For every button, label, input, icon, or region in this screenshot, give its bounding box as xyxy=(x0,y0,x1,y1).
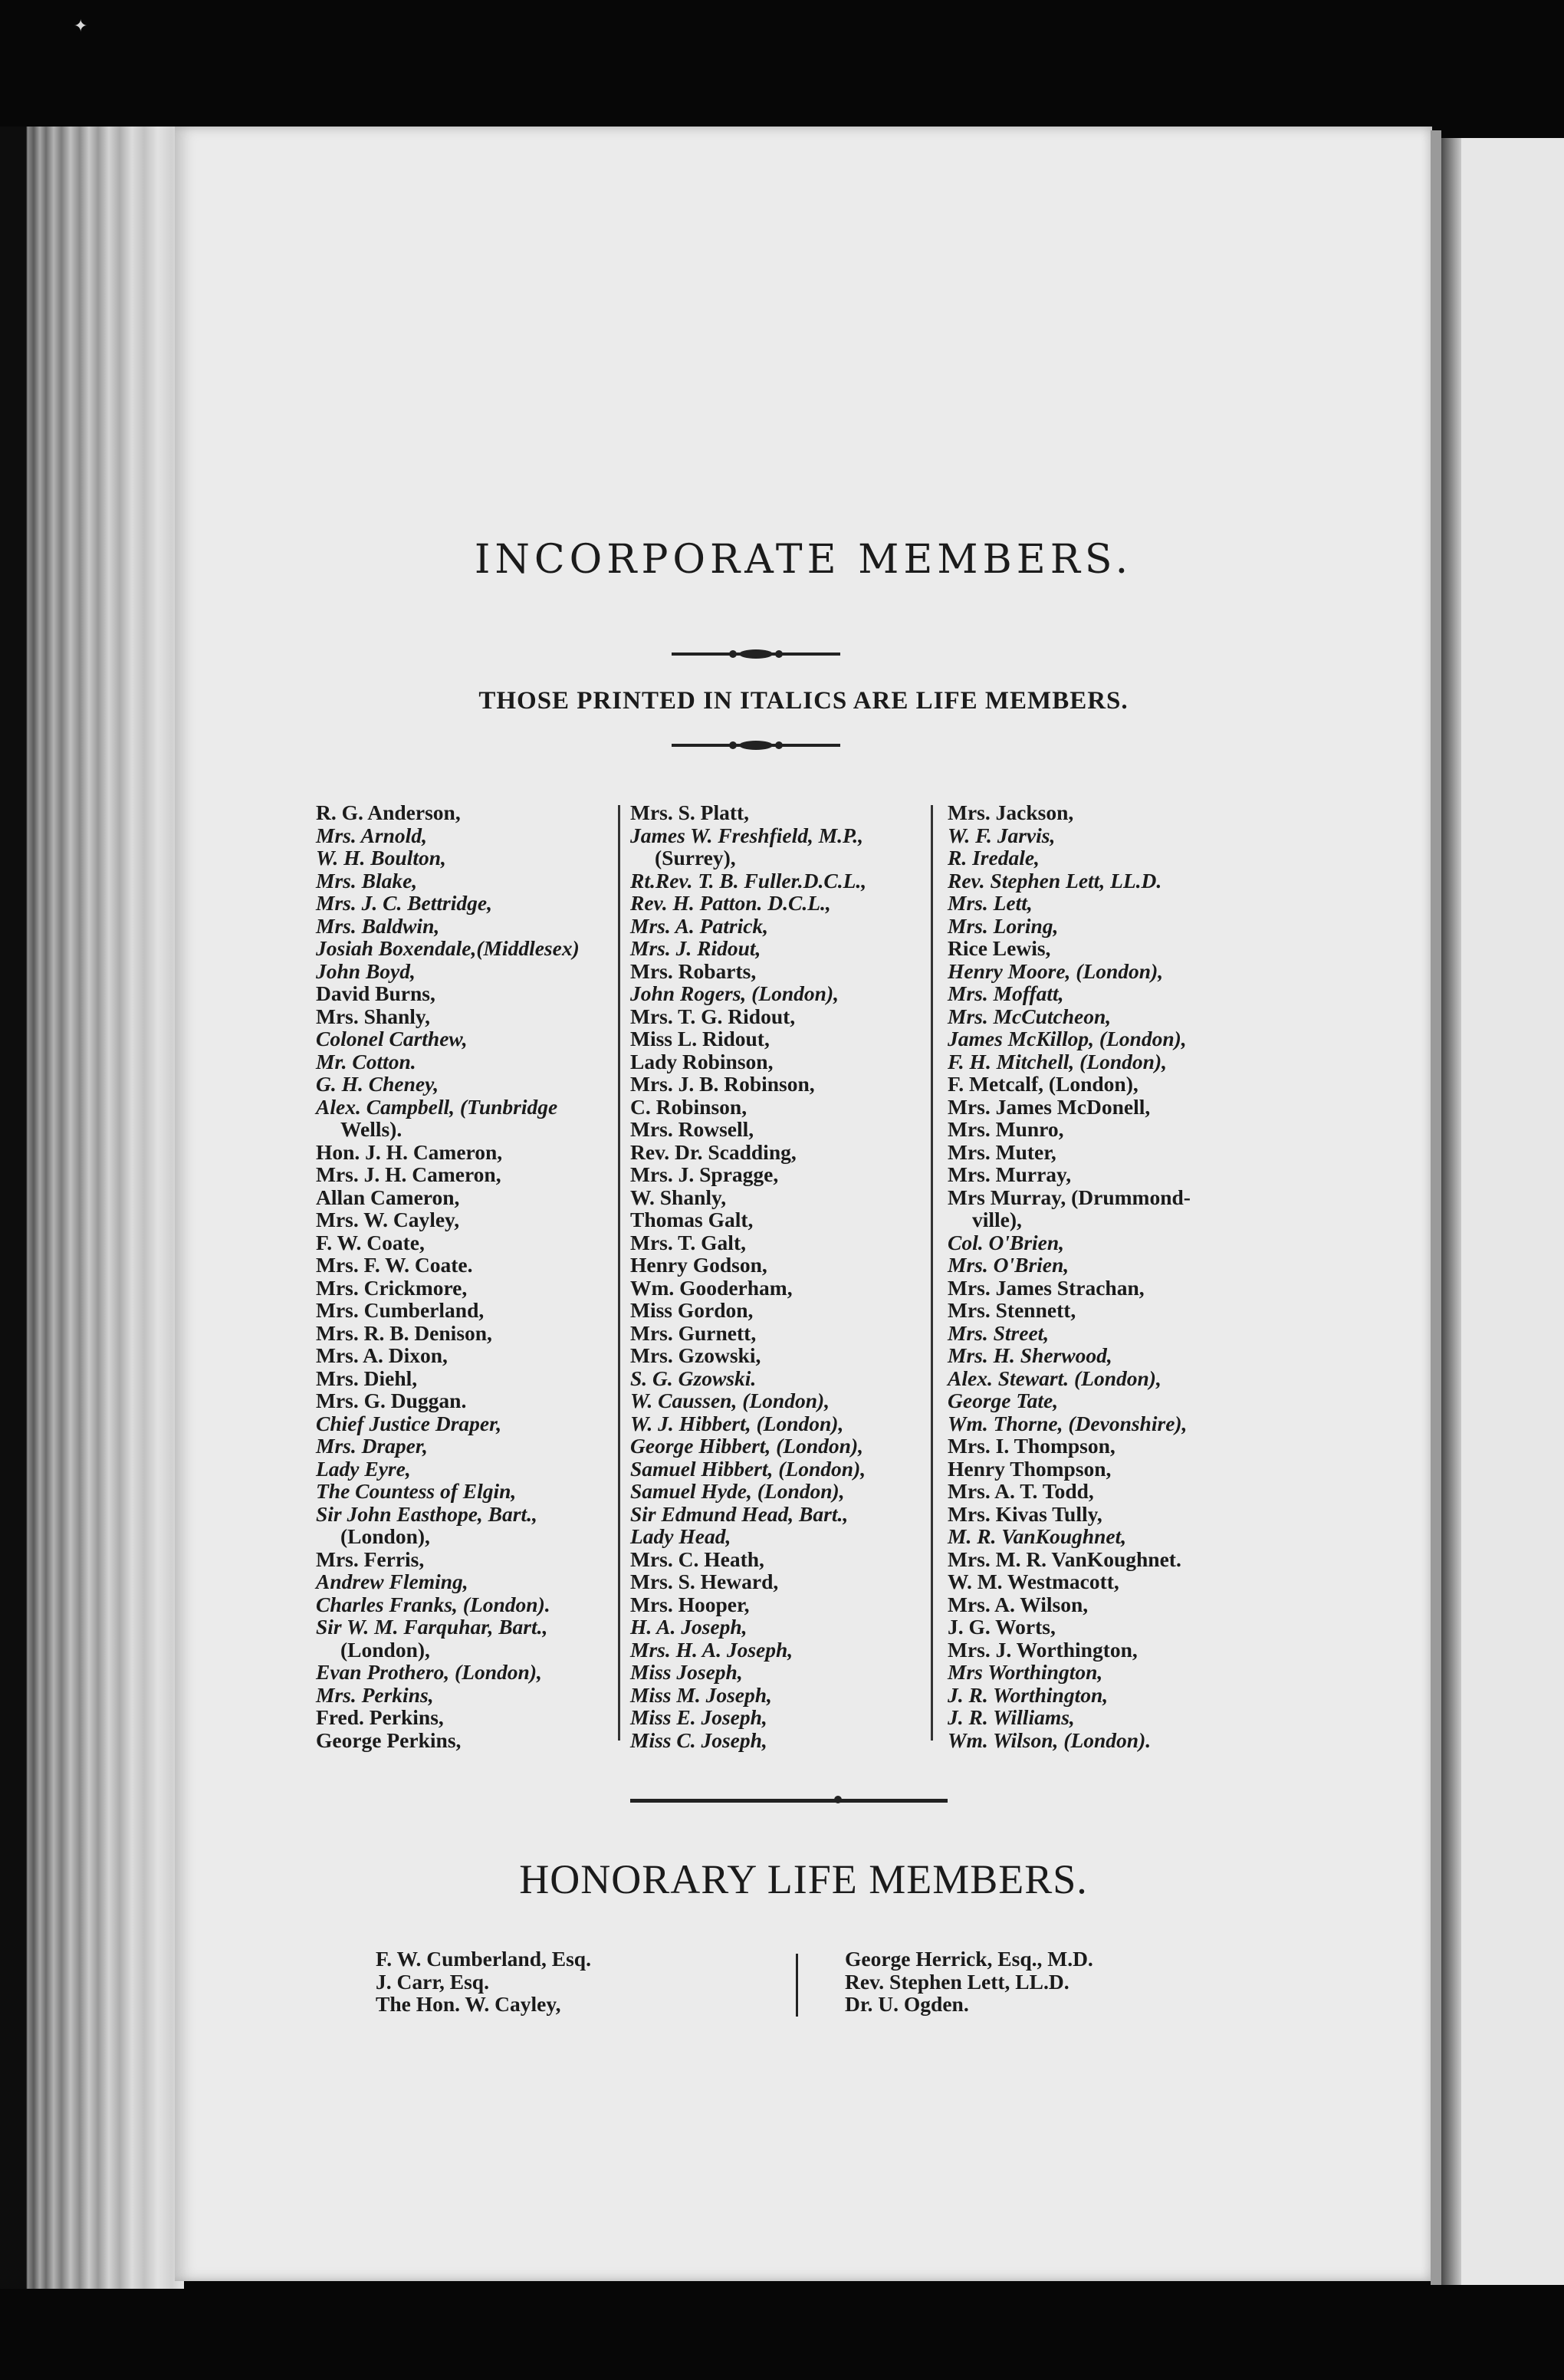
member-entry: Mrs. Baldwin, xyxy=(316,913,440,938)
member-entry: Mrs. S. Platt, xyxy=(630,800,750,824)
member-entry: Samuel Hyde, (London), xyxy=(630,1479,845,1503)
member-entry: Mrs. F. W. Coate. xyxy=(316,1253,473,1277)
ornament-divider-bottom xyxy=(672,738,840,753)
member-entry: Mrs. J. B. Robinson, xyxy=(630,1072,815,1096)
member-entry: Chief Justice Draper, xyxy=(316,1411,502,1435)
member-entry: Wells). xyxy=(340,1117,402,1141)
member-entry: Mrs. Stennett, xyxy=(948,1298,1076,1322)
member-entry: Mrs. W. Cayley, xyxy=(316,1208,460,1231)
member-entry: Mrs. Street, xyxy=(948,1320,1050,1345)
member-entry: F. H. Mitchell, (London), xyxy=(948,1049,1167,1073)
member-entry: Lady Eyre, xyxy=(316,1456,411,1481)
member-entry: Alex. Stewart. (London), xyxy=(948,1366,1162,1390)
member-entry: Henry Moore, (London), xyxy=(948,958,1164,983)
member-entry: Mrs Worthington, xyxy=(948,1660,1103,1684)
member-entry: Mrs. Gzowski, xyxy=(630,1343,761,1367)
member-entry: Mrs Murray, (Drummond- xyxy=(948,1185,1191,1209)
member-entry: Mrs. Blake, xyxy=(316,868,418,893)
member-entry: Alex. Campbell, (Tunbridge xyxy=(316,1094,558,1119)
member-entry: Mrs. Muter, xyxy=(948,1139,1056,1164)
member-entry: Mr. Cotton. xyxy=(316,1049,416,1073)
member-entry: James McKillop, (London), xyxy=(948,1027,1187,1050)
member-entry: F. Metcalf, (London), xyxy=(948,1072,1138,1096)
member-entry: Hon. J. H. Cameron, xyxy=(316,1139,503,1164)
member-entry: Miss E. Joseph, xyxy=(630,1705,767,1729)
member-entry: M. R. VanKoughnet, xyxy=(948,1524,1127,1548)
section-rule xyxy=(630,1799,948,1803)
page-heading: INCORPORATE MEMBERS. xyxy=(474,537,1133,583)
member-entry: Mrs. Lett, xyxy=(948,891,1033,915)
member-entry: ville), xyxy=(972,1208,1022,1231)
member-entry: Mrs. Loring, xyxy=(948,913,1059,938)
member-entry: Rt.Rev. T. B. Fuller.D.C.L., xyxy=(630,868,867,893)
honorary-heading: HONORARY LIFE MEMBERS. xyxy=(519,1856,1088,1902)
member-entry: Mrs. Shanly, xyxy=(316,1004,430,1028)
member-entry: Mrs. James Strachan, xyxy=(948,1275,1145,1300)
member-entry: Mrs. McCutcheon, xyxy=(948,1004,1112,1028)
member-entry: John Boyd, xyxy=(316,958,416,983)
member-entry: J. G. Worts, xyxy=(948,1615,1056,1639)
honorary-member: Rev. Stephen Lett, LL.D. xyxy=(845,1969,1070,1994)
member-entry: G. H. Cheney, xyxy=(316,1072,439,1096)
member-entry: Mrs. Kivas Tully, xyxy=(948,1501,1102,1526)
member-entry: Mrs. O'Brien, xyxy=(948,1253,1070,1277)
members-column-2 xyxy=(630,801,866,1751)
member-entry: Sir Edmund Head, Bart., xyxy=(630,1501,849,1526)
member-entry: Rice Lewis, xyxy=(948,936,1051,960)
member-entry: Fred. Perkins, xyxy=(316,1705,444,1729)
member-entry: Mrs. Murray, xyxy=(948,1162,1072,1186)
member-entry: Wm. Wilson, (London). xyxy=(948,1727,1152,1752)
honorary-column-right xyxy=(845,1948,1093,2016)
member-entry: R. Iredale, xyxy=(948,846,1040,869)
member-entry: (London), xyxy=(340,1524,430,1548)
member-entry: Mrs. Hooper, xyxy=(630,1592,750,1616)
member-entry: H. A. Joseph, xyxy=(630,1615,748,1639)
member-entry: R. G. Anderson, xyxy=(316,800,461,824)
member-entry: David Burns, xyxy=(316,981,435,1005)
member-entry: John Rogers, (London), xyxy=(630,981,839,1005)
page-stack-edge xyxy=(0,127,184,2289)
member-entry: Henry Thompson, xyxy=(948,1456,1112,1481)
member-entry: Lady Robinson, xyxy=(630,1049,774,1073)
member-entry: Mrs. J. C. Bettridge, xyxy=(316,891,492,915)
honorary-divider xyxy=(796,1954,798,2017)
member-entry: Rev. Stephen Lett, LL.D. xyxy=(948,868,1162,893)
member-entry: Evan Prothero, (London), xyxy=(316,1660,542,1684)
members-column-1 xyxy=(316,801,580,1751)
member-entry: Lady Head, xyxy=(630,1524,731,1548)
member-entry: C. Robinson, xyxy=(630,1094,748,1119)
corner-mark: ✦ xyxy=(74,17,88,36)
page-subheading: THOSE PRINTED IN ITALICS ARE LIFE MEMBERS. xyxy=(478,687,1129,715)
member-entry: Samuel Hibbert, (London), xyxy=(630,1456,866,1481)
member-entry: Mrs. J. Ridout, xyxy=(630,936,761,960)
member-entry: Mrs. I. Thompson, xyxy=(948,1434,1116,1458)
member-entry: Mrs. A. Dixon, xyxy=(316,1343,448,1367)
member-entry: The Countess of Elgin, xyxy=(316,1479,517,1503)
page-gutter xyxy=(1431,130,1441,2285)
member-entry: W. H. Boulton, xyxy=(316,846,446,869)
member-entry: Mrs. A. T. Todd, xyxy=(948,1479,1094,1503)
member-entry: Miss Joseph, xyxy=(630,1660,743,1684)
member-entry: Mrs. H. Sherwood, xyxy=(948,1343,1112,1367)
member-entry: George Perkins, xyxy=(316,1727,462,1752)
member-entry: Mrs. S. Heward, xyxy=(630,1570,779,1593)
ornament-divider-top xyxy=(672,646,840,662)
member-entry: (London), xyxy=(340,1637,430,1662)
column-divider xyxy=(931,805,933,1741)
member-entry: Mrs. Gurnett, xyxy=(630,1320,757,1345)
honorary-member: George Herrick, Esq., M.D. xyxy=(845,1947,1093,1971)
member-entry: Thomas Galt, xyxy=(630,1208,754,1231)
member-entry: Mrs. A. Patrick, xyxy=(630,913,769,938)
member-entry: Miss M. Joseph, xyxy=(630,1682,772,1707)
member-entry: Miss L. Ridout, xyxy=(630,1027,770,1050)
member-entry: Allan Cameron, xyxy=(316,1185,460,1209)
member-entry: Mrs. J. H. Cameron, xyxy=(316,1162,501,1186)
member-entry: Mrs. G. Duggan. xyxy=(316,1389,467,1412)
members-column-3 xyxy=(948,801,1191,1751)
member-entry: Mrs. Jackson, xyxy=(948,800,1074,824)
member-entry: Sir John Easthope, Bart., xyxy=(316,1501,537,1526)
facing-page-shadow xyxy=(1441,138,1461,2285)
member-entry: Wm. Gooderham, xyxy=(630,1275,793,1300)
member-entry: George Hibbert, (London), xyxy=(630,1434,864,1458)
member-entry: Rev. Dr. Scadding, xyxy=(630,1139,797,1164)
member-entry: Mrs. Rowsell, xyxy=(630,1117,754,1141)
member-entry: Josiah Boxendale,(Middlesex) xyxy=(316,936,580,960)
honorary-column-left xyxy=(376,1948,591,2016)
honorary-member: The Hon. W. Cayley, xyxy=(376,1992,561,2016)
honorary-member: F. W. Cumberland, Esq. xyxy=(376,1947,591,1971)
member-entry: George Tate, xyxy=(948,1389,1059,1412)
member-entry: Mrs. Perkins, xyxy=(316,1682,434,1707)
member-entry: Mrs. Draper, xyxy=(316,1434,428,1458)
member-entry: W. M. Westmacott, xyxy=(948,1570,1119,1593)
honorary-member: Dr. U. Ogden. xyxy=(845,1992,969,2016)
member-entry: Rev. H. Patton. D.C.L., xyxy=(630,891,831,915)
member-entry: Mrs. Crickmore, xyxy=(316,1275,468,1300)
member-entry: Colonel Carthew, xyxy=(316,1027,468,1050)
member-entry: Mrs. Moffatt, xyxy=(948,981,1064,1005)
member-entry: W. F. Jarvis, xyxy=(948,823,1056,847)
member-entry: Mrs. A. Wilson, xyxy=(948,1592,1089,1616)
member-entry: Mrs. H. A. Joseph, xyxy=(630,1637,794,1662)
member-entry: Mrs. Arnold, xyxy=(316,823,427,847)
member-entry: J. R. Williams, xyxy=(948,1705,1075,1729)
member-entry: Mrs. T. Galt, xyxy=(630,1230,746,1254)
member-entry: W. Caussen, (London), xyxy=(630,1389,830,1412)
member-entry: Henry Godson, xyxy=(630,1253,767,1277)
member-entry: S. G. Gzowski. xyxy=(630,1366,757,1390)
member-entry: Mrs. Cumberland, xyxy=(316,1298,485,1322)
member-entry: Mrs. C. Heath, xyxy=(630,1547,764,1571)
column-divider xyxy=(618,805,620,1741)
member-entry: Mrs. Robarts, xyxy=(630,958,757,983)
member-entry: Sir W. M. Farquhar, Bart., xyxy=(316,1615,548,1639)
member-entry: Mrs. T. G. Ridout, xyxy=(630,1004,796,1028)
member-entry: Mrs. Ferris, xyxy=(316,1547,425,1571)
member-entry: Mrs. Munro, xyxy=(948,1117,1064,1141)
member-entry: W. Shanly, xyxy=(630,1185,727,1209)
member-entry: Miss Gordon, xyxy=(630,1298,754,1322)
member-entry: Andrew Fleming, xyxy=(316,1570,468,1593)
member-entry: Col. O'Brien, xyxy=(948,1230,1065,1254)
member-entry: James W. Freshfield, M.P., xyxy=(630,823,864,847)
member-entry: J. R. Worthington, xyxy=(948,1682,1109,1707)
honorary-member: J. Carr, Esq. xyxy=(376,1969,489,1994)
member-entry: Mrs. M. R. VanKoughnet. xyxy=(948,1547,1181,1571)
member-entry: Mrs. J. Worthington, xyxy=(948,1637,1138,1662)
member-entry: Mrs. J. Spragge, xyxy=(630,1162,779,1186)
member-entry: (Surrey), xyxy=(655,846,736,869)
member-entry: F. W. Coate, xyxy=(316,1230,425,1254)
member-entry: Mrs. James McDonell, xyxy=(948,1094,1151,1119)
member-entry: Mrs. R. B. Denison, xyxy=(316,1320,492,1345)
member-entry: Mrs. Diehl, xyxy=(316,1366,418,1390)
member-entry: Charles Franks, (London). xyxy=(316,1592,550,1616)
member-entry: Wm. Thorne, (Devonshire), xyxy=(948,1411,1188,1435)
member-entry: W. J. Hibbert, (London), xyxy=(630,1411,844,1435)
member-entry: Miss C. Joseph, xyxy=(630,1727,767,1752)
section-rule-dot xyxy=(834,1796,842,1803)
